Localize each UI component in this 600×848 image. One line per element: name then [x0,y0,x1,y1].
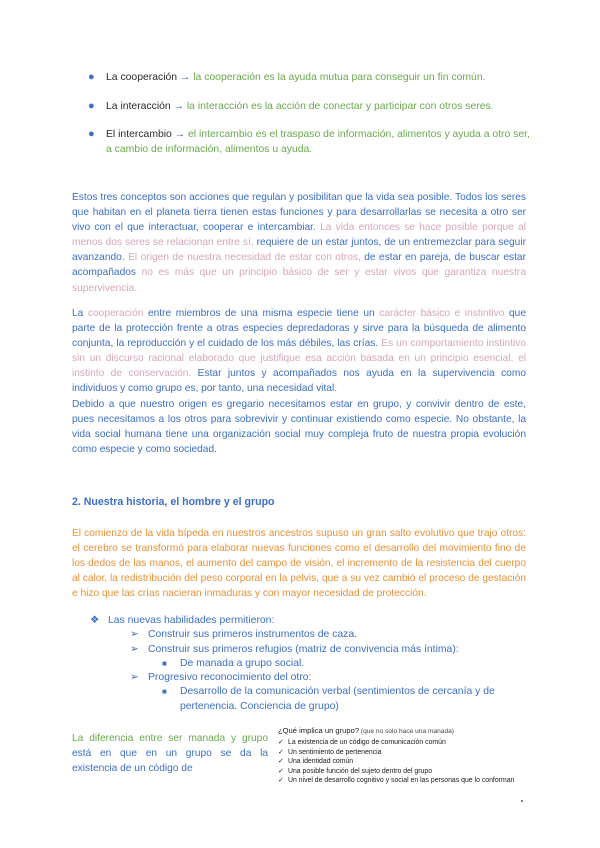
stray-dot [521,800,523,802]
list-item [278,776,560,786]
check-icon: ✓ [278,758,284,766]
concept-definition: la cooperación es la ayuda mutua para conseguir un fin común. [193,72,486,83]
figure-item-text: Una posible función del sujeto dentro del grupo [288,767,433,775]
group-implications-figure [278,726,560,802]
bullet-icon: ● [88,71,95,83]
list-item [278,738,560,748]
arrow-icon: → [179,72,191,83]
arrowhead-bullet-icon: ➢ [130,643,139,655]
arrow-icon: → [173,100,184,112]
list-item-text: Construir sus primeros instrumentos de caza. [148,629,358,641]
section-heading: 2. Nuestra historia, el hombre y el grupo [72,496,275,508]
check-icon: ✓ [278,767,284,775]
abilities-list [90,614,530,714]
check-icon: ✓ [278,777,284,785]
list-item [278,757,560,767]
concept-definition: la interacción es la acción de conectar y participar con otros seres. [186,100,494,112]
text-run: La [72,308,88,319]
figure-item-text: La existencia de un código de comunicación común [288,739,446,746]
concept-definition: el intercambio es el traspaso de información, alimentos y ayuda a otro ser, a cambio de información, alimentos u ayuda. [106,129,530,155]
diamond-bullet-icon: ❖ [90,615,100,626]
list-item [90,671,530,685]
paragraph-cooperation [72,306,526,457]
list-item [88,127,533,157]
figure-item-text: Una identidad común [288,758,354,766]
text-run: entre miembros de una misma especie tiene un [143,308,380,319]
list-item-text: Desarrollo de la comunicación verbal (sentimientos de cercanía y de pertenencia. Conciencia de grupo) [180,686,495,712]
paragraph-history: El comienzo de la vida bípeda en nuestros ancestros supuso un gran salto evolutivo que trajo otros: el cerebro se transformó para elaborar nuevas funciones como el desarrollo del movimiento fino de los dedos de las manos, el aumento del campo de visión, el incremento de la resistencia del cuerpo al calor, la redistribución del peso corporal en la pelvis, que a su vez cambió el proceso de gestación e hizo que las crías nacieran inmaduras y con mayor necesidad de protección. [72,528,526,600]
paragraph-concepts [72,190,526,296]
figure-item-text: Un sentimiento de pertenencia [288,748,382,756]
list-item [278,767,560,777]
figure-title-text: ¿Qué implica un grupo? [278,726,360,735]
figure-item-text: Un nivel de desarrollo cognitivo y social en las personas que lo conforman [288,777,515,785]
list-item [90,628,530,642]
list-item-text: Construir sus primeros refugios (matriz de convivencia más íntima): [148,643,459,655]
check-icon: ✓ [278,748,284,756]
concept-term: La cooperación [106,72,178,83]
list-item-text: Las nuevas habilidades permitieron: [108,615,275,626]
text-run: de estar en pareja, de buscar estar acompañados [72,252,526,279]
concept-term: La interacción [106,100,171,112]
text-run: Estos tres conceptos son acciones que regulan y posibilitan que la vida sea posible. Todos los seres que habitan en el planeta tierra tienen estas funciones y para desarrollarlas se necesita a otro ser vivo con el que interactuar, cooperar e intercambiar. [72,192,526,234]
square-bullet-icon: ■ [162,687,167,697]
concept-term: El intercambio [106,129,172,140]
arrowhead-bullet-icon: ➢ [130,629,139,641]
arrowhead-bullet-icon: ➢ [130,672,139,684]
paragraph-difference [72,731,268,776]
check-icon: ✓ [278,739,284,746]
text-run: La vida entonces se hace posible porque al menos dos seres se relacionan entre sí, [72,222,526,249]
text-run: Debido a que nuestro origen es gregario necesitamos estar en grupo, y convivir dentro de este, pues necesitamos a los otros para sobrevivir y continuar existiendo como especie. No obstante, la vida social humana tiene una organización social muy compleja fruto de nuestra propia evolución como especie y como sociedad. [72,398,526,455]
list-item [90,614,530,628]
text-run: Es un comportamiento instintivo sin un discurso racional elaborado que justifique esa acción basada en un principio esencial, el instinto de conservación. [72,338,526,380]
text-run: cooperación [87,308,144,319]
figure-title [278,726,560,735]
figure-title-note: (que no solo hace una manada) [359,728,454,735]
list-item-text: De manada a grupo social. [180,657,305,669]
list-item [90,685,530,714]
concept-list [88,70,533,171]
text-run: no es más que un principio básico de ser y estar vivos que garantiza nuestra supervivencia. [72,267,526,294]
text-run: carácter básico e instintivo [379,308,505,319]
list-item-text: Progresivo reconocimiento del otro: [148,672,312,684]
list-item [88,99,533,114]
square-bullet-icon: ■ [162,658,167,668]
text-run: requiere de un estar juntos, de un entremezclar para seguir avanzando. [72,237,526,264]
list-item [90,643,530,657]
list-item [278,748,560,758]
text-run: La diferencia entre ser manada y grupo [72,733,268,744]
list-item [88,70,533,85]
list-item [90,657,530,671]
text-run: que parte de la protección frente a otras especies depredadoras y sirve para la búsqueda de alimento conjunta, la reproducción y el cuidado de los más débiles, las crías. [72,308,526,350]
arrow-icon: → [174,129,186,140]
bullet-icon: ● [88,99,95,112]
text-run: está en que en un grupo se da la existencia de un código de [72,748,268,775]
bullet-icon: ● [88,128,95,140]
text-run: Estar juntos y acompañados nos ayuda en la supervivencia como individuos y como grupo es, por tanto, una necesidad vital. [72,368,526,395]
text-run: El origen de nuestra necesidad de estar con otros, [124,252,361,264]
